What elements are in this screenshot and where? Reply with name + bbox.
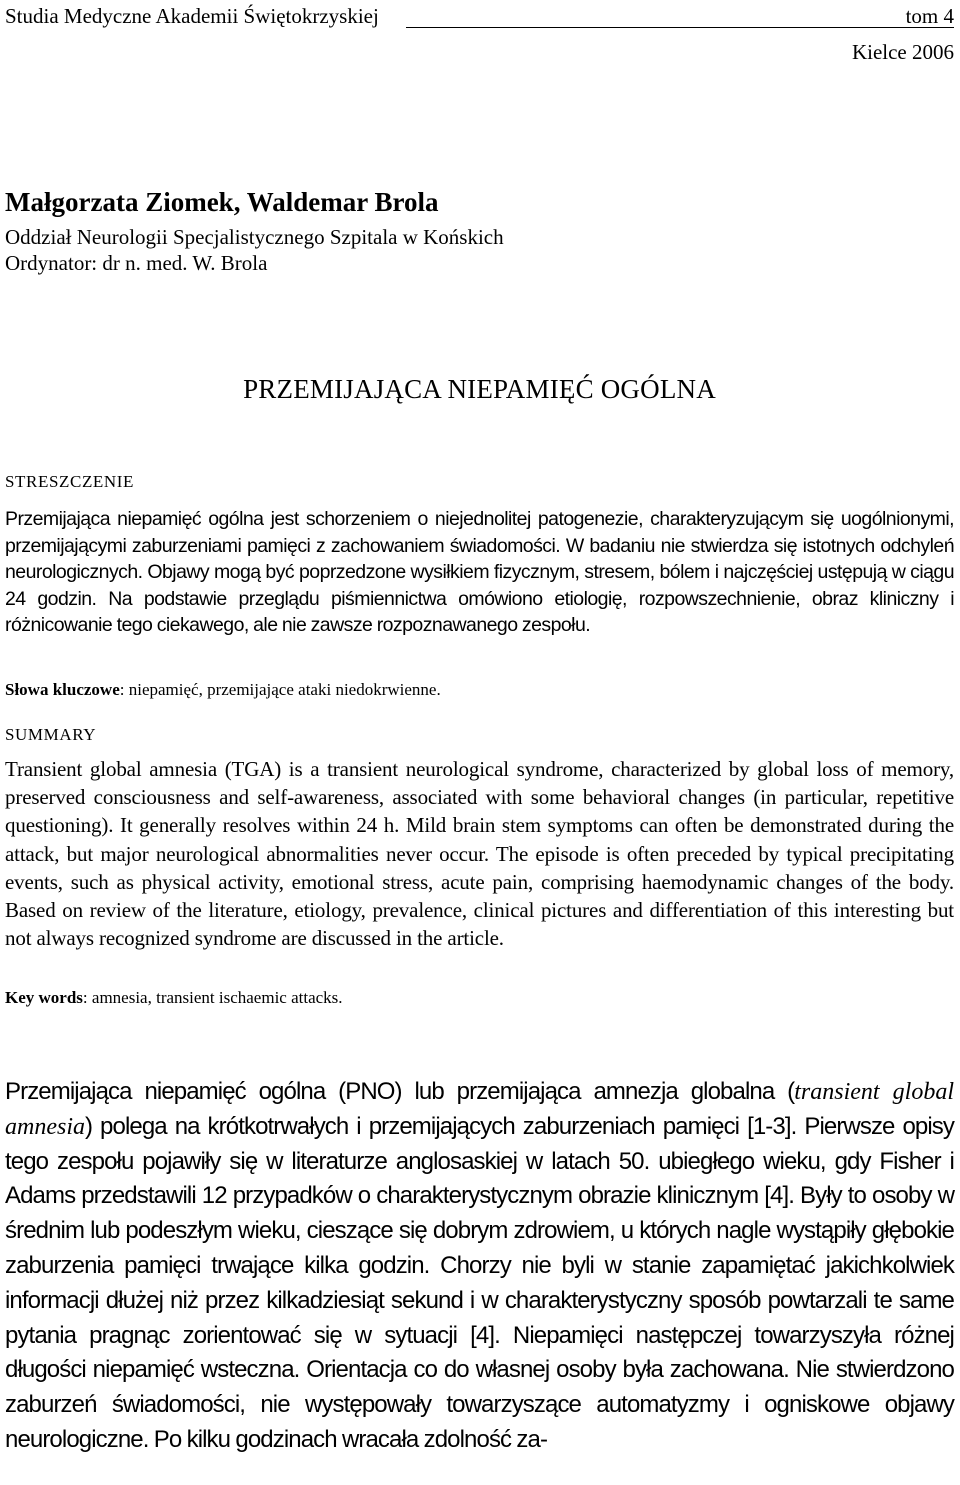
keywords-en-values: : amnesia, transient ischaemic attacks. — [82, 988, 343, 1007]
article-title: PRZEMIJAJĄCA NIEPAMIĘĆ OGÓLNA — [243, 374, 716, 404]
body-text-rest: ) polega na krótkotrwałych i przemijających zaburzeniach pamięci [1-3]. Pierwsze opisy tego zespołu pojawiły się w literaturze anglosaskiej w latach 50. ubiegłego wieku, gdy Fisher i Adams przedstawili 12 przypadków o charakterystycznym obrazie klinicznym [4]. Były to osoby w średnim lub podeszłym wieku, cieszące się dobrym zdrowiem, u których nagle wystąpiły głębokie zaburzenia pamięci trwające kilka godzin. Chorzy nie byli w stanie zapamiętać jakichkolwiek informacji dłużej niż przez kilkadziesiąt sekund i w charakterystyczny sposób powtarzali te same pytania pragnąc zorientować się w sytuacji [4]. Niepamięci następczej towarzyszyła różnej długości niepamięć wsteczna. Orientacja co do własnej osoby była zachowana. Nie stwierdzono zaburzeń świadomości, nie występowały towarzyszące automatyzmy i ogniskowe objawy neurologiczne. Po kilku godzinach wracała zdolność za- — [5, 1112, 954, 1453]
header-rule — [406, 27, 954, 28]
abstract-en-text: Transient global amnesia (TGA) is a transient neurological syndrome, characterized by global loss of memory, preserved consciousness and self-awareness, associated with some behavioral changes (in particular, repetitive questioning). It generally resolves within 24 h. Mild brain stem symptoms can often be demonstrated during the attack, but major neurological abnormalities never occur. The episode is often preceded by typical precipitating events, such as physical activity, emotional stress, acute pain, comprising haemodynamic changes of the body. Based on review of the literature, etiology, prevalence, clinical pictures and differentiation of this interesting but not always recognized syndrome are discussed in the article. — [5, 757, 954, 951]
keywords-pl-label: Słowa kluczowe — [5, 680, 120, 699]
keywords-en — [5, 987, 954, 1009]
body-italic-term: transient global amnesia — [5, 1079, 954, 1140]
abstract-en-heading: SUMMARY — [5, 725, 97, 744]
journal-name: Studia Medyczne Akademii Świętokrzyskiej — [5, 4, 379, 28]
volume-label: tom 4 — [905, 4, 954, 28]
place-year: Kielce 2006 — [851, 40, 954, 64]
body-paragraph — [5, 1075, 954, 1458]
body-text-start: Przemijająca niepamięć ogólna (PNO) lub przemijająca amnezja globalna ( — [5, 1078, 795, 1105]
head-of-department-line: Ordynator: dr n. med. W. Brola — [5, 251, 268, 275]
keywords-en-label: Key words — [5, 988, 83, 1007]
abstract-pl-text: Przemijająca niepamięć ogólna jest schorzeniem o niejednolitej patogenezie, charakteryzującym się uogólnionymi, przemijającymi zaburzeniami pamięci z zachowaniem świadomości. W badaniu nie stwierdza się istotnych odchyleń neurologicznych. Objawy mogą być poprzedzone wysiłkiem fizycznym, stresem, bólem i najczęściej ustępują w ciągu 24 godzin. Na podstawie przeglądu piśmiennictwa omówiono etiologię, rozpowszechnienie, obraz kliniczny i różnicowanie tego ciekawego, ale nie zawsze rozpoznawanego zespołu. — [5, 508, 954, 636]
article-authors: Małgorzata Ziomek, Waldemar Brola — [5, 187, 439, 217]
abstract-pl-heading: STRESZCZENIE — [5, 472, 135, 491]
keywords-pl-values: : niepamięć, przemijające ataki niedokrwienne. — [119, 680, 441, 699]
running-head — [5, 4, 954, 28]
affiliation-line: Oddział Neurologii Specjalistycznego Szpitala w Końskich — [5, 225, 504, 249]
keywords-pl — [5, 679, 954, 701]
